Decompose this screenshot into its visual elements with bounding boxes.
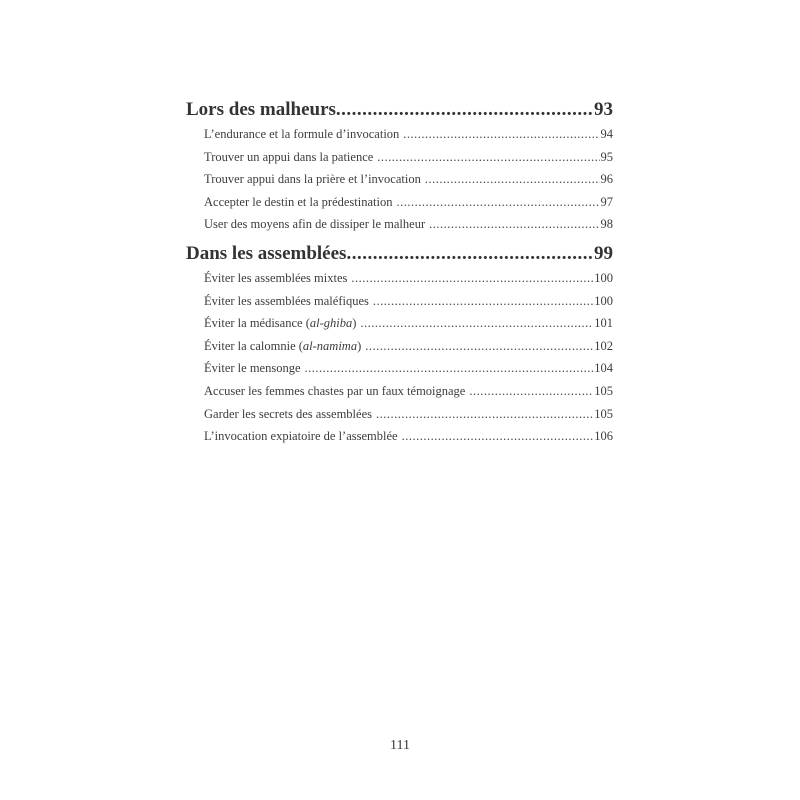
entry-page-number: 100	[594, 293, 613, 308]
toc-entry	[186, 312, 613, 335]
toc-section-heading	[186, 240, 613, 267]
entry-title-italic: al-namima	[302, 338, 358, 353]
section-title: Lors des malheurs	[186, 99, 336, 120]
entry-page-number: 102	[594, 338, 613, 353]
toc-entry	[186, 213, 613, 236]
entry-page-number: 95	[600, 149, 613, 164]
dot-leader	[396, 191, 599, 214]
entry-page-number: 106	[594, 429, 613, 444]
dot-leader	[376, 403, 593, 426]
dot-leader	[365, 335, 593, 358]
toc-entry	[186, 168, 613, 191]
toc-entry	[186, 380, 613, 403]
entry-title: Éviter les assemblées maléfiques	[204, 293, 369, 308]
entry-title-text: Éviter la calomnie (	[204, 338, 303, 353]
entry-page-number: 98	[600, 217, 613, 232]
dot-leader	[346, 240, 593, 267]
section-title: Dans les assemblées	[186, 242, 347, 264]
entry-title: L’invocation expiatoire de l’assemblée	[204, 429, 398, 444]
entry-page-number: 97	[600, 194, 613, 209]
entry-title: Éviter le mensonge	[204, 361, 301, 376]
dot-leader	[402, 425, 594, 448]
toc-entry	[186, 123, 613, 146]
dot-leader	[373, 290, 593, 313]
section-spacer	[186, 236, 613, 238]
entry-title	[204, 312, 360, 335]
entry-title: Garder les secrets des assemblées	[204, 406, 372, 421]
toc-entry	[186, 335, 613, 358]
toc-entry	[186, 267, 613, 290]
entry-page-number: 105	[594, 383, 613, 398]
entry-page-number: 101	[594, 316, 613, 331]
entry-page-number: 100	[594, 270, 613, 285]
entry-title: L’endurance et la formule d’invocation	[204, 127, 400, 141]
entry-page-number: 94	[600, 127, 613, 141]
entry-title-close: )	[357, 338, 362, 353]
entry-title: Éviter les assemblées mixtes	[204, 270, 348, 285]
dot-leader	[377, 146, 599, 169]
entry-page-number: 96	[600, 172, 613, 187]
entry-page-number: 105	[594, 406, 613, 421]
entry-title-close: )	[352, 316, 357, 331]
entry-title: Trouver appui dans la prière et l’invocation	[204, 172, 421, 187]
dot-leader	[351, 267, 593, 290]
entry-title: Accepter le destin et la prédestination	[204, 194, 393, 209]
entry-title-italic: al-ghiba	[309, 316, 353, 331]
dot-leader	[425, 168, 600, 191]
dot-leader	[360, 312, 593, 335]
toc-entry	[186, 425, 613, 448]
dot-leader	[469, 380, 593, 403]
entry-title: Trouver un appui dans la patience	[204, 149, 374, 164]
page-number: 111	[390, 738, 410, 753]
toc-entry	[186, 403, 613, 426]
entry-title	[204, 335, 365, 358]
toc-entry	[186, 290, 613, 313]
toc-entry	[186, 191, 613, 214]
section-page-number: 99	[594, 242, 613, 264]
dot-leader	[429, 213, 599, 236]
toc-entry	[186, 146, 613, 169]
entry-title: Accuser les femmes chastes par un faux témoignage	[204, 383, 466, 398]
dot-leader	[305, 357, 594, 380]
toc-entry	[186, 357, 613, 380]
dot-leader	[403, 123, 599, 146]
entry-title: User des moyens afin de dissiper le malheur	[204, 217, 426, 232]
toc-section-heading	[186, 96, 613, 123]
entry-page-number: 104	[594, 361, 613, 376]
section-page-number: 93	[594, 99, 613, 120]
table-of-contents	[186, 94, 613, 448]
dot-leader	[336, 96, 593, 123]
entry-title-text: Éviter la médisance (	[204, 316, 310, 331]
